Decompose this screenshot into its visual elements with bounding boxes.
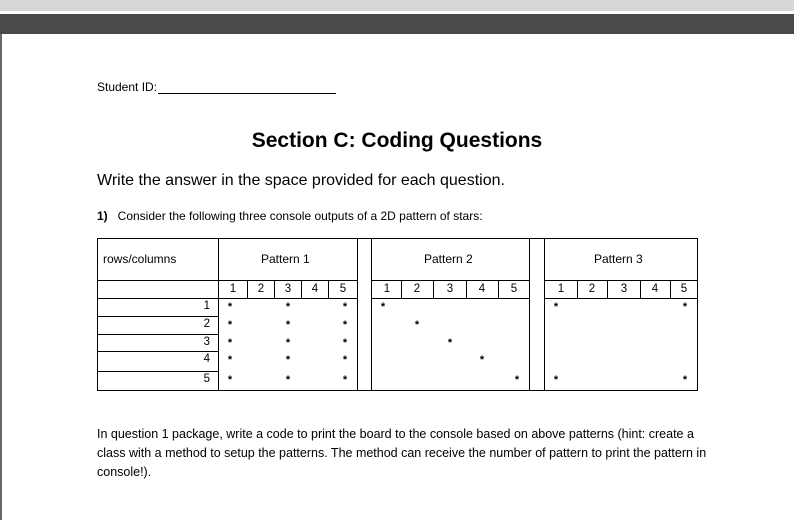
column-number: 4 <box>311 283 319 295</box>
column-divider <box>577 280 578 298</box>
block-gap-line <box>544 238 545 390</box>
pattern-title: Pattern 2 <box>424 252 473 266</box>
table-right-border <box>697 238 698 391</box>
column-divider <box>498 280 499 298</box>
star-mark: * <box>514 374 520 386</box>
question-text: Consider the following three console outputs of a 2D pattern of stars: <box>117 209 483 223</box>
question-number: 1) <box>97 209 108 223</box>
star-mark: * <box>227 374 233 386</box>
pattern-colrow-bottom <box>219 298 357 299</box>
row-line-5 <box>97 390 219 391</box>
column-number: 5 <box>510 283 518 295</box>
column-number: 1 <box>229 283 237 295</box>
star-mark: * <box>380 301 386 313</box>
row-line-2 <box>97 334 219 335</box>
star-mark: * <box>227 337 233 349</box>
column-number: 3 <box>446 283 454 295</box>
student-id-field <box>97 80 336 94</box>
star-mark: * <box>285 337 291 349</box>
row-header-divider <box>218 238 219 390</box>
row-line-0 <box>97 298 219 299</box>
star-mark: * <box>227 354 233 366</box>
star-mark: * <box>342 301 348 313</box>
table-left-border <box>97 238 98 390</box>
column-divider <box>274 280 275 298</box>
star-mark: * <box>342 337 348 349</box>
block-gap-line <box>529 238 530 390</box>
column-divider <box>607 280 608 298</box>
column-number: 5 <box>680 283 688 295</box>
star-mark: * <box>227 319 233 331</box>
question-description: In question 1 package, write a code to print the board to the console based on above patterns (hint: create a class with a method to setup the patterns. The method can receive the number of pattern to print the pattern in console!). <box>97 427 707 479</box>
row-number: 2 <box>203 318 210 330</box>
column-number: 2 <box>588 283 596 295</box>
star-mark: * <box>682 301 688 313</box>
pattern-colrow-bottom <box>545 298 697 299</box>
column-divider <box>401 280 402 298</box>
column-divider <box>301 280 302 298</box>
pattern-colrow-bottom <box>372 298 529 299</box>
block-gap-line <box>357 238 358 390</box>
star-mark: * <box>285 319 291 331</box>
section-title <box>0 129 794 153</box>
section-title-text: Section C: Coding Questions <box>251 129 543 152</box>
row-line-1 <box>97 316 219 317</box>
column-number: 4 <box>478 283 486 295</box>
instruction-text: Write the answer in the space provided for each question. <box>97 172 505 189</box>
star-mark: * <box>447 337 453 349</box>
viewer-top-strip <box>0 0 794 11</box>
column-number: 1 <box>557 283 565 295</box>
column-number: 2 <box>257 283 265 295</box>
star-mark: * <box>227 301 233 313</box>
row-header-hline <box>97 280 219 281</box>
star-mark: * <box>285 374 291 386</box>
star-mark: * <box>414 319 420 331</box>
page-edge <box>0 34 2 520</box>
column-number: 1 <box>383 283 391 295</box>
column-divider <box>640 280 641 298</box>
row-line-3 <box>97 351 219 352</box>
pattern-header-bottom <box>219 280 357 281</box>
column-number: 3 <box>620 283 628 295</box>
row-number: 3 <box>203 336 210 348</box>
row-number: 4 <box>203 353 210 365</box>
table-top-border <box>97 238 697 239</box>
row-line-4 <box>97 371 219 372</box>
pattern-title: Pattern 1 <box>261 252 310 266</box>
star-mark: * <box>342 374 348 386</box>
pattern-title: Pattern 3 <box>594 252 643 266</box>
column-number: 3 <box>284 283 292 295</box>
column-divider <box>670 280 671 298</box>
row-number: 1 <box>203 300 210 312</box>
star-mark: * <box>342 354 348 366</box>
pattern-header-bottom <box>372 280 529 281</box>
star-mark: * <box>682 374 688 386</box>
star-mark: * <box>553 301 559 313</box>
question-1 <box>97 209 483 223</box>
student-id-blank-line <box>158 81 336 94</box>
row-header-label: rows/columns <box>103 252 177 266</box>
viewer-toolbar <box>0 14 794 34</box>
star-mark: * <box>285 301 291 313</box>
star-mark: * <box>342 319 348 331</box>
row-number: 5 <box>203 373 210 385</box>
star-mark: * <box>479 354 485 366</box>
block-gap-line <box>371 238 372 390</box>
column-divider <box>328 280 329 298</box>
column-number: 4 <box>651 283 659 295</box>
column-divider <box>433 280 434 298</box>
star-mark: * <box>553 374 559 386</box>
star-mark: * <box>285 354 291 366</box>
student-id-label: Student ID: <box>97 80 158 94</box>
column-divider <box>466 280 467 298</box>
column-number: 5 <box>339 283 347 295</box>
pattern-header-bottom <box>545 280 697 281</box>
column-divider <box>247 280 248 298</box>
column-number: 2 <box>413 283 421 295</box>
